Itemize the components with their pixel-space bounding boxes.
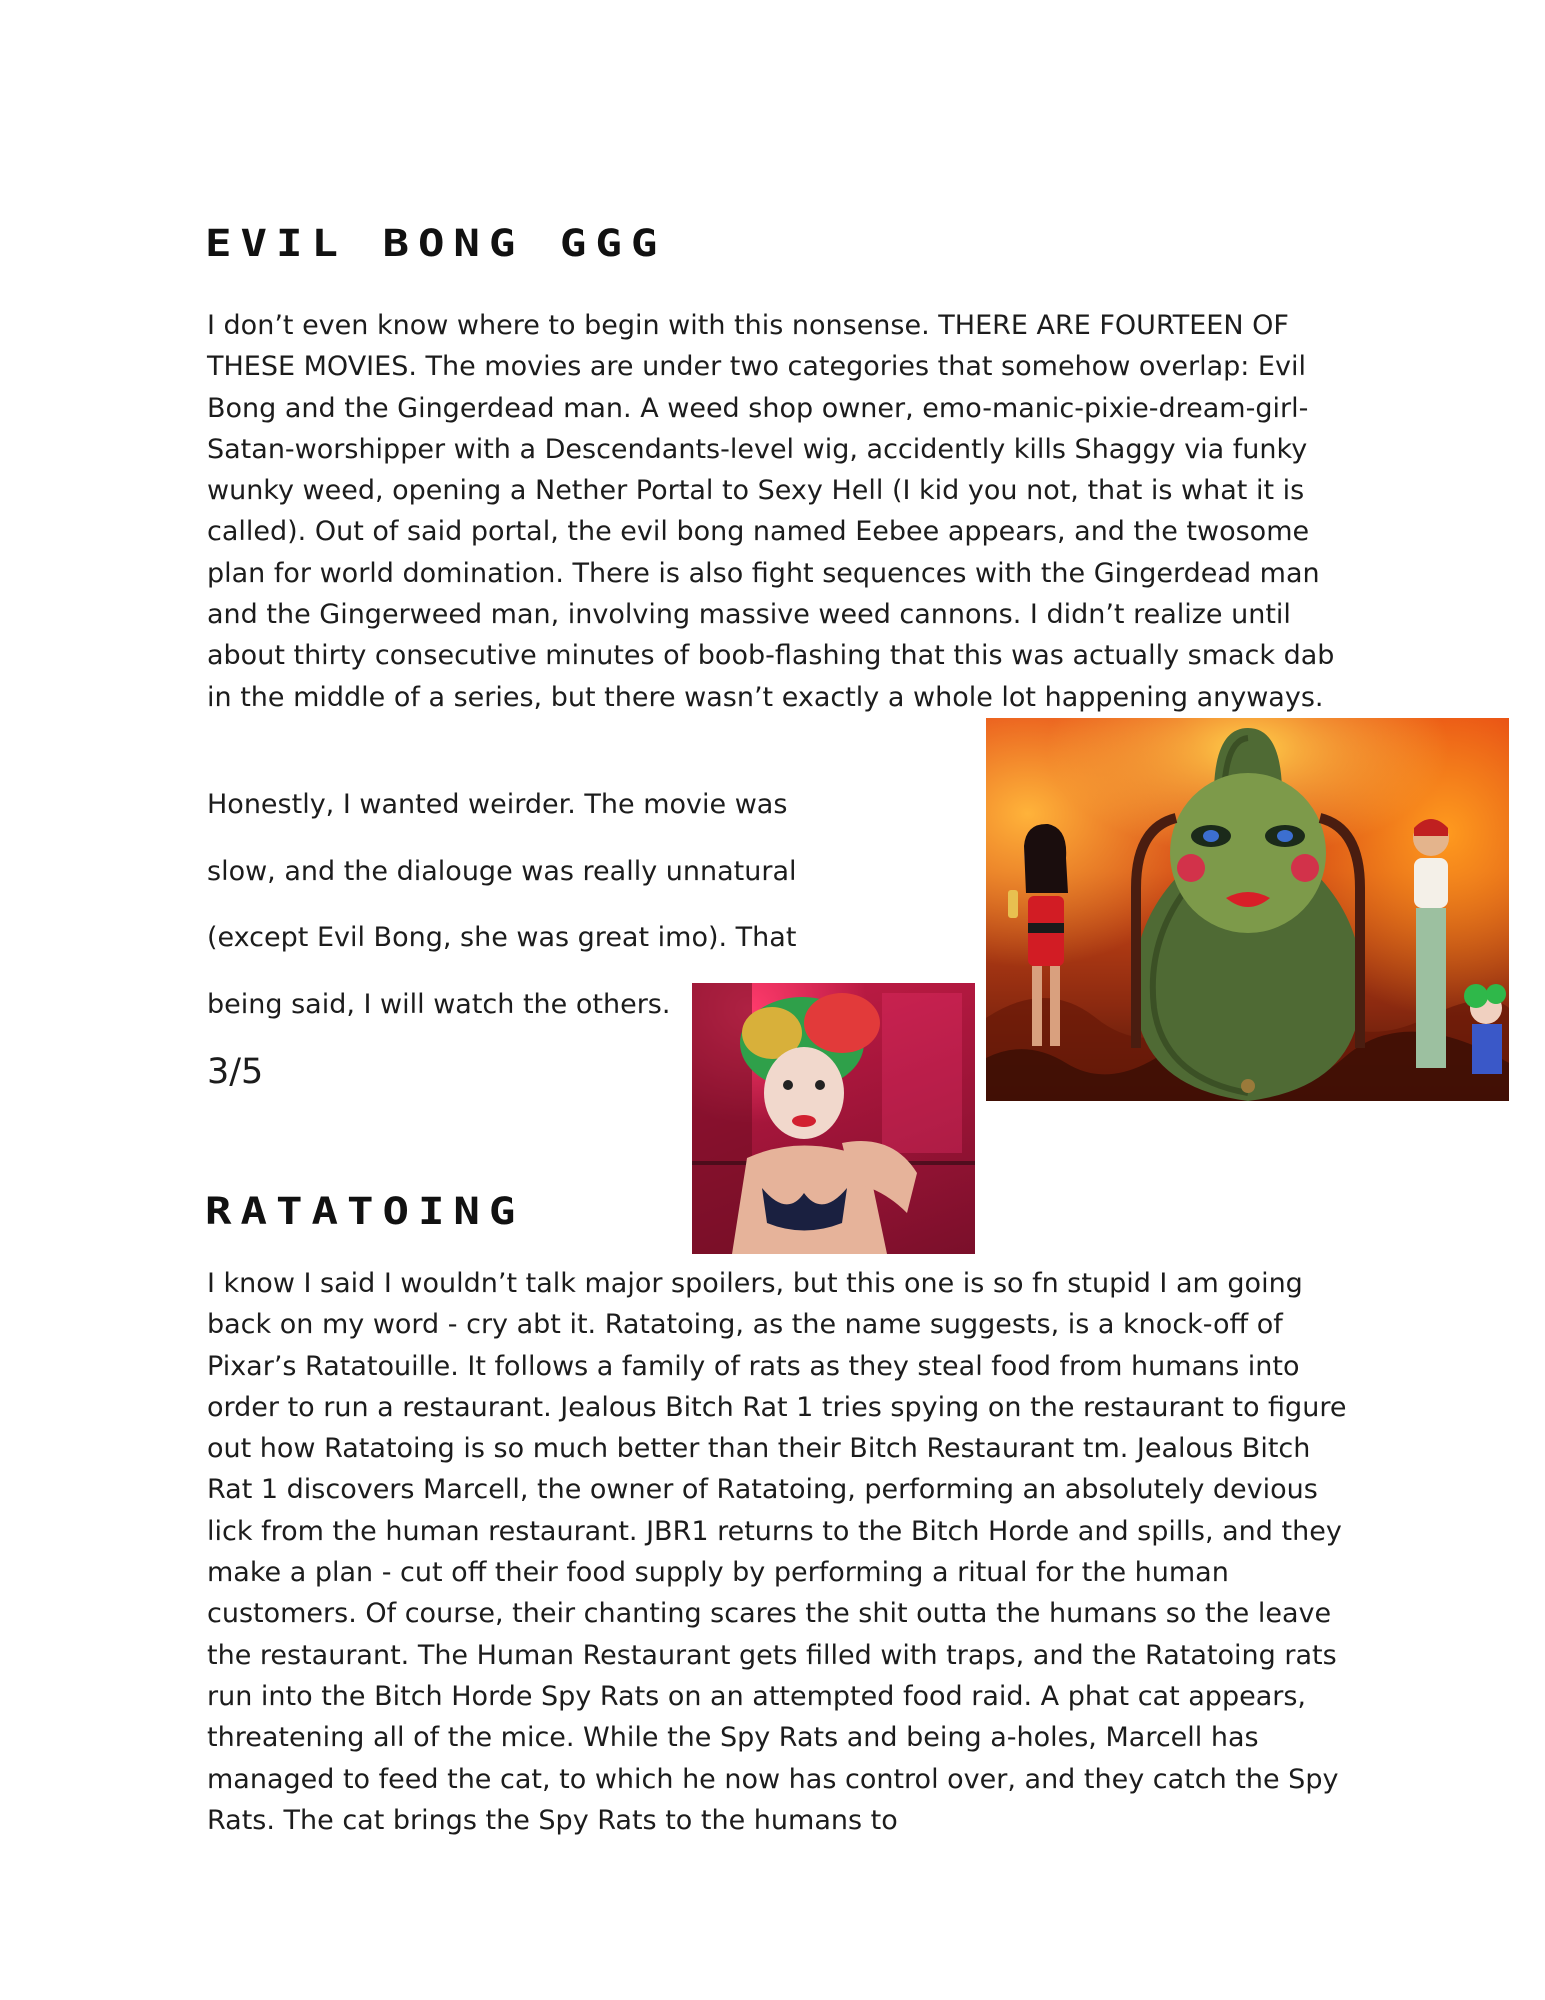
opinion-line: Honestly, I wanted weirder. The movie was — [207, 789, 788, 820]
evil-bong-poster-image — [986, 718, 1509, 1101]
evil-bong-summary: I don’t even know where to begin with this nonsense. THERE ARE FOURTEEN OF THESE MOVIES. The movies are under two categories that somehow overlap: Evil Bong and the Gingerdead man. A weed shop owner, emo-manic-pixie-dream-girl-Satan-worshipper with a Descendants-level wig, accidently kills Shaggy via funky wunky weed, opening a Nether Portal to Sexy Hell (I kid you not, that is what it is called). Out of said portal, the evil bong named Eebee appears, and the twosome plan for world domination. There is also fight sequences with the Gingerdead man and the Gingerweed man, involving massive weed cannons. I didn’t realize until about thirty consecutive minutes of boob-flashing that this was actually smack dab in the middle of a series, but there wasn’t exactly a whole lot happening anyways. — [207, 310, 1335, 713]
section-title-evil-bong: EVIL BONG GGG — [205, 222, 667, 266]
opinion-line: slow, and the dialouge was really unnatural — [207, 856, 797, 887]
evil-bong-rating: 3/5 — [207, 1052, 264, 1092]
ratatoing-summary: I know I said I wouldn’t talk major spoilers, but this one is so fn stupid I am going back on my word - cry abt it. Ratatoing, as the name suggests, is a knock-off of Pixar’s Ratatouille. It follows a family of rats as they steal food from humans into order to run a restaurant. Jealous Bitch Rat 1 tries spying on the restaurant to figure out how Ratatoing is so much better than their Bitch Restaurant tm. Jealous Bitch Rat 1 discovers Marcell, the owner of Ratatoing, performing an absolutely devious lick from the human restaurant. JBR1 returns to the Bitch Horde and spills, and they make a plan - cut off their food supply by performing a ritual for the human customers. Of course, their chanting scares the shit outta the humans so the leave the restaurant. The Human Restaurant gets filled with traps, and the Ratatoing rats run into the Bitch Horde Spy Rats on an attempted food raid. A phat cat appears, threatening all of the mice. While the Spy Rats and being a-holes, Marcell has managed to feed the cat, to which he now has control over, and they catch the Spy Rats. The cat brings the Spy Rats to the humans to — [207, 1268, 1347, 1836]
clown-photo-image — [692, 983, 975, 1254]
section-title-ratatoing: RATATOING — [205, 1190, 525, 1234]
evil-bong-poster-art — [986, 718, 1509, 1101]
opinion-line: being said, I will watch the others. — [207, 989, 671, 1020]
clown-photo-art — [692, 983, 975, 1254]
opinion-line: (except Evil Bong, she was great imo). That — [207, 922, 797, 953]
